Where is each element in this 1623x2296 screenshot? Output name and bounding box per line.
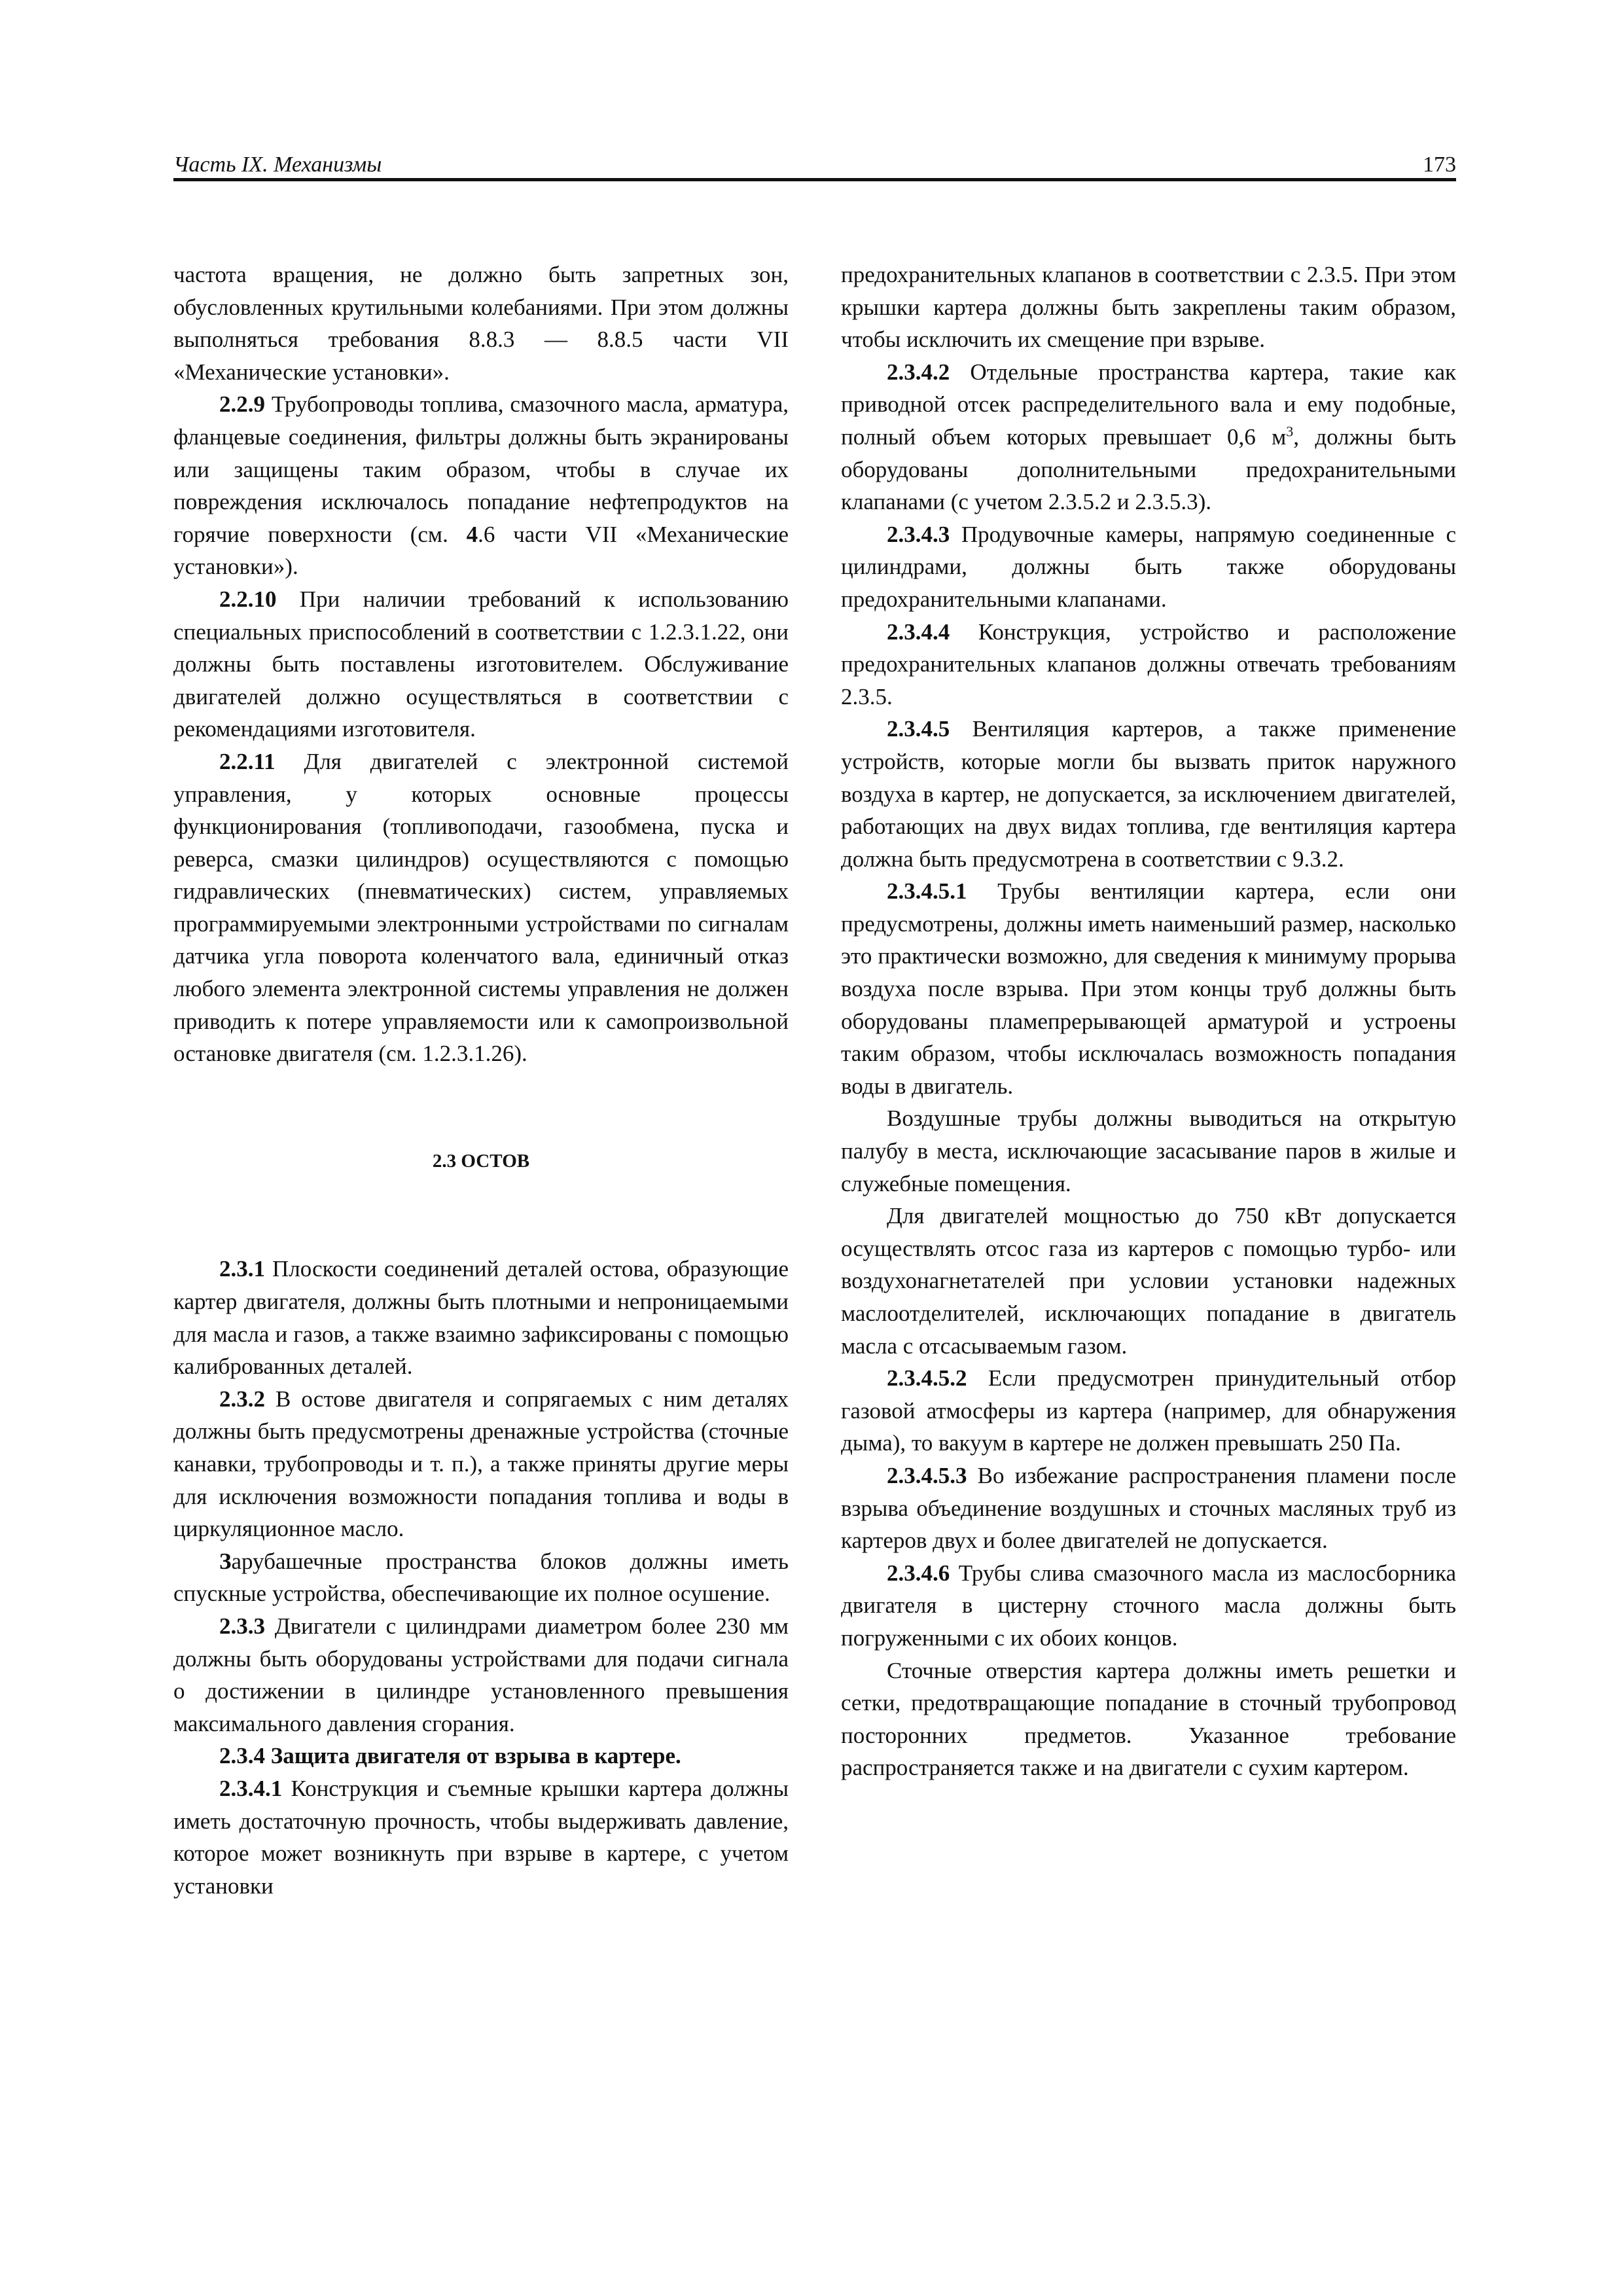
- clause-number: 2.3.4.6: [887, 1560, 950, 1586]
- clause-number: 2.2.9: [219, 391, 265, 418]
- subheading-2-3-4: 2.3.4 Защита двигателя от взрыва в картере.: [219, 1743, 681, 1769]
- paragraph-text: Двигатели с цилиндрами диаметром более 230 мм должны быть оборудованы устройствами для подачи сигнала о достижении в цилиндре установленного превышения максимального давления сгорания.: [173, 1613, 789, 1736]
- clause-number: 2.3.4.3: [887, 521, 950, 547]
- paragraph-drain-holes: Сточные отверстия картера должны иметь решетки и сетки, предотвращающие попадание в сточный трубопровод посторонних предметов. Указанное требование распространяется также и на двигатели с сухим картером.: [841, 1657, 1456, 1781]
- paragraph-750kw: Для двигателей мощностью до 750 кВт допускается осуществлять отсос газа из картеров с помощью турбо- или воздухонагнетателей при условии установки надежных маслоотделителей, исключающих попадание в двигатель масла с отсасываемым газом.: [841, 1203, 1456, 1359]
- lead-letter: З: [219, 1548, 232, 1574]
- reference-bold: 4: [466, 521, 478, 547]
- paragraph-text: арубашечные пространства блоков должны иметь спускные устройства, обеспечивающие их полное осушение.: [173, 1548, 789, 1607]
- clause-number: 2.3.4.5.2: [887, 1365, 967, 1391]
- paragraph-continuation: предохранительных клапанов в соответствии с 2.3.5. При этом крышки картера должны быть закреплены таким образом, чтобы исключить их смещение при взрыве.: [841, 262, 1456, 353]
- paragraph-text: Для двигателей с электронной системой управления, у которых основные процессы функционирования (топливоподачи, газообмена, пуска и реверса, смазки цилиндров) осуществляются с помощью гидравлических (пневматических) систем, управляемых программируемыми электронными устройствами по сигналам датчика угла поворота коленчатого вала, единичный отказ любого элемента электронной системы управления не должен приводить к потере управляемости или к самопроизвольной остановке двигателя (см. 1.2.3.1.26).: [173, 748, 789, 1067]
- clause-number: 2.3.2: [219, 1386, 265, 1412]
- clause-number: 2.3.3: [219, 1613, 265, 1639]
- paragraph-text: Конструкция и съемные крышки картера должны иметь достаточную прочность, чтобы выдерживать давление, которое может возникнуть при взрыве в картере, с учетом установки: [173, 1775, 789, 1899]
- paragraph-2-2-11: [173, 745, 789, 1070]
- paragraph-text: Вентиляция картеров, а также применение устройств, которые могли бы вызвать приток наружного воздуха в картер, не допускается, за исключением двигателей, работающих на двух видах топлива, где вентиляция картера должна быть предусмотрена в соответствии с 9.3.2.: [841, 716, 1456, 872]
- paragraph-2-3-4-5: [841, 713, 1456, 875]
- paragraph-text-after: .6 части VII «Механические установки»).: [173, 521, 789, 580]
- clause-number: 2.3.4.2: [887, 359, 950, 385]
- paragraph-2-2-10: [173, 583, 789, 745]
- paragraph-text: Трубы вентиляции картера, если они предусмотрены, должны иметь наименьший размер, насколько это практически возможно, для сведения к минимуму прорыва воздуха после взрыва. При этом концы труб должны быть оборудованы пламепрерывающей арматурой и устроены таким образом, чтобы исключалась возможность попадания воды в двигатель.: [841, 878, 1456, 1099]
- paragraph-2-3-4-4: [841, 616, 1456, 713]
- paragraph-text: Плоскости соединений деталей остова, образующие картер двигателя, должны быть плотными и непроницаемыми для масла и газов, а также взаимно зафиксированы с помощью калиброванных деталей.: [173, 1256, 789, 1380]
- left-column: [173, 259, 789, 1902]
- clause-number: 2.3.4.5.1: [887, 878, 967, 905]
- clause-number: 2.3.4.4: [887, 619, 950, 645]
- paragraph-2-3-4-2: [841, 356, 1456, 518]
- clause-number: 2.3.4.5.3: [887, 1462, 967, 1488]
- paragraph-2-2-9: [173, 388, 789, 583]
- section-title: 2.3 ОСТОВ: [432, 1150, 530, 1172]
- paragraph-text: Если предусмотрен принудительный отбор газовой атмосферы из картера (например, для обнаружения дыма), то вакуум в картере не должен превышать 250 Па.: [841, 1365, 1456, 1456]
- paragraph-2-3-4-5-1: [841, 875, 1456, 1102]
- paragraph-2-3-4-6: [841, 1557, 1456, 1655]
- paragraph-continuation: частота вращения, не должно быть запретных зон, обусловленных крутильными колебаниями. При этом должны выполняться требования 8.8.3 — 8.8.5 части VII «Механические установки».: [173, 262, 789, 385]
- paragraph-jacket-spaces: [173, 1545, 789, 1610]
- paragraph-text: Во избежание распространения пламени после взрыва объединение воздушных и сточных масляных труб из картеров двух и более двигателей не допускается.: [841, 1462, 1456, 1554]
- paragraph-2-3-4-3: [841, 518, 1456, 616]
- clause-number: 2.2.10: [219, 586, 277, 612]
- superscript: 3: [1286, 423, 1294, 440]
- right-column: [841, 259, 1456, 1784]
- paragraph-2-3-4-5-2: [841, 1362, 1456, 1460]
- paragraph-air-pipes: Воздушные трубы должны выводиться на открытую палубу в места, исключающие засасывание паров в жилые и служебные помещения.: [841, 1105, 1456, 1196]
- paragraph-2-3-4-1: [173, 1772, 789, 1902]
- paragraph-2-3-4-5-3: [841, 1460, 1456, 1557]
- paragraph-2-3-3: [173, 1610, 789, 1740]
- paragraph-2-3-1: [173, 1253, 789, 1382]
- paragraph-text: Продувочные камеры, напрямую соединенные с цилиндрами, должны быть также оборудованы предохранительными клапанами.: [841, 521, 1456, 612]
- running-header: [173, 145, 1456, 178]
- paragraph-text: В остове двигателя и сопрягаемых с ним деталях должны быть предусмотрены дренажные устройства (сточные канавки, трубопроводы и т. п.), а также приняты другие меры для исключения возможности попадания топлива и воды в циркуляционное масло.: [173, 1386, 789, 1542]
- paragraph-text-after: , должны быть оборудованы дополнительными предохранительными клапанами (с учетом 2.3.5.2 и 2.3.5.3).: [841, 423, 1456, 515]
- paragraph-2-3-2: [173, 1383, 789, 1545]
- header-rule: [173, 178, 1456, 181]
- paragraph-text: Трубопроводы топлива, смазочного масла, арматура, фланцевые соединения, фильтры должны быть экранированы или защищены таким образом, чтобы в случае их повреждения исключалось попадание нефтепродуктов на горячие поверхности (см.: [173, 391, 789, 547]
- running-header-title: Часть IX. Механизмы: [173, 152, 382, 177]
- clause-number: 2.3.1: [219, 1256, 265, 1282]
- page-number: 173: [1423, 152, 1456, 177]
- paragraph-text: Отдельные пространства картера, такие как приводной отсек распределительного вала и ему подобные, полный объем которых превышает 0,6 м: [841, 359, 1456, 450]
- paragraph-text: При наличии требований к использованию специальных приспособлений в соответствии с 1.2.3.1.22, они должны быть поставлены изготовителем. Обслуживание двигателей должно осуществляться в соответствии с рекомендациями изготовителя.: [173, 586, 789, 742]
- clause-number: 2.3.4.1: [219, 1775, 283, 1801]
- clause-number: 2.2.11: [219, 748, 276, 774]
- paragraph-text: Трубы слива смазочного масла из маслосборника двигателя в цистерну сточного масла должны быть погруженными с их обоих концов.: [841, 1560, 1456, 1651]
- clause-number: 2.3.4.5: [887, 716, 950, 742]
- paragraph-text: Конструкция, устройство и расположение предохранительных клапанов должны отвечать требованиям 2.3.5.: [841, 619, 1456, 709]
